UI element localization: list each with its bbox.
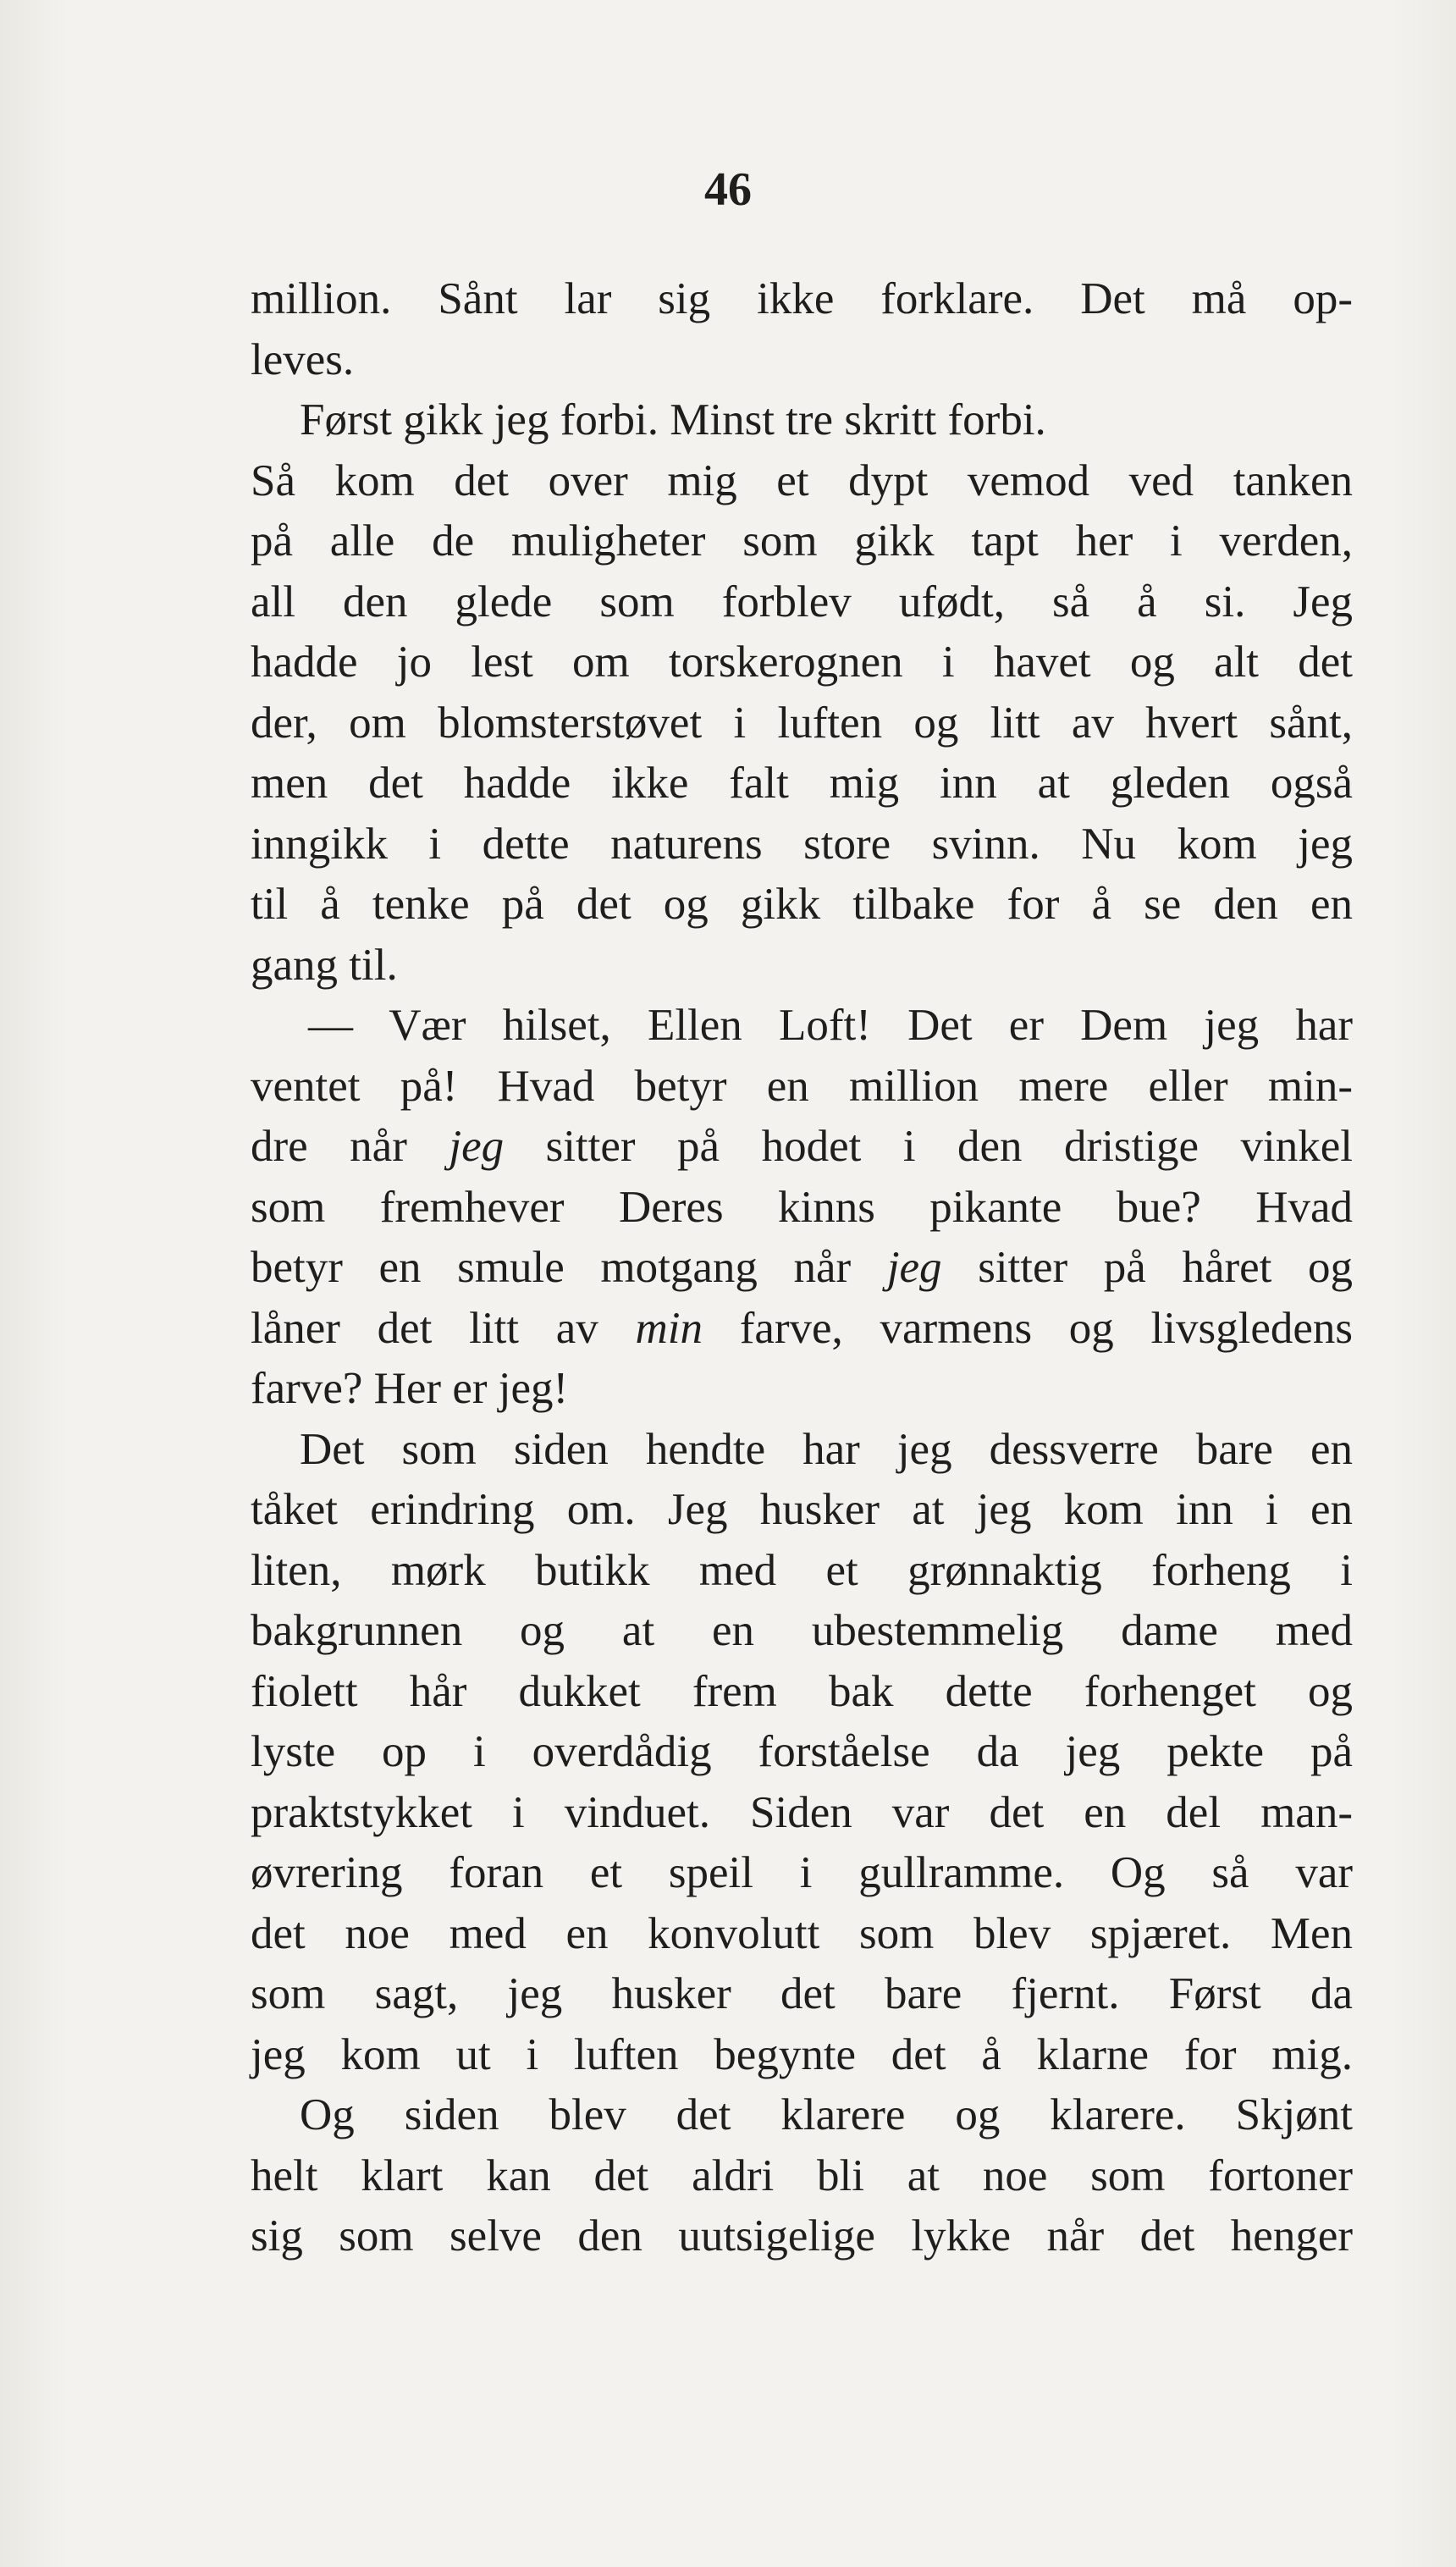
body-text xyxy=(251,269,1353,2267)
text-line: Så kom det over mig et dypt vemod ved tanken xyxy=(251,455,1353,505)
text-line: farve? Her er jeg! xyxy=(251,1364,569,1413)
text-line: tåket erindring om. Jeg husker at jeg kom inn i en xyxy=(251,1485,1353,1534)
text-line: låner det litt av min farve, varmens og livsgledens xyxy=(251,1303,1353,1353)
text-line: gang til. xyxy=(251,940,398,990)
text-line: lyste op i overdådig forståelse da jeg pekte på xyxy=(251,1727,1353,1776)
text-line: dre når jeg sitter på hodet i den dristige vinkel xyxy=(251,1122,1353,1171)
text-line: — Vær hilset, Ellen Loft! Det er Dem jeg har xyxy=(308,1001,1353,1050)
text-line: betyr en smule motgang når jeg sitter på håret og xyxy=(251,1243,1353,1292)
text-line: Det som siden hendte har jeg dessverre bare en xyxy=(300,1424,1353,1474)
text-line: million. Sånt lar sig ikke forklare. Det må op- xyxy=(251,274,1353,323)
text-line: hadde jo lest om torskerognen i havet og alt det xyxy=(251,638,1353,687)
text-line: sig som selve den uutsigelige lykke når det henger xyxy=(251,2211,1353,2261)
text-line: praktstykket i vinduet. Siden var det en del man- xyxy=(251,1787,1353,1837)
text-line: men det hadde ikke falt mig inn at gleden også xyxy=(251,759,1353,808)
text-line: jeg kom ut i luften begynte det å klarne for mig. xyxy=(251,2029,1353,2079)
text-line: inngikk i dette naturens store svinn. Nu kom jeg xyxy=(251,819,1353,869)
text-line: som sagt, jeg husker det bare fjernt. Først da xyxy=(251,1969,1353,2018)
text-line: bakgrunnen og at en ubestemmelig dame med xyxy=(251,1606,1353,1655)
text-line: helt klart kan det aldri bli at noe som fortoner xyxy=(251,2150,1353,2200)
text-line: det noe med en konvolutt som blev spjæret. Men xyxy=(251,1908,1353,1958)
text-line: liten, mørk butikk med et grønnaktig forheng i xyxy=(251,1545,1353,1595)
text-line: på alle de muligheter som gikk tapt her i verden, xyxy=(251,516,1353,566)
text-line: til å tenke på det og gikk tilbake for å se den en xyxy=(251,880,1353,929)
text-line: Og siden blev det klarere og klarere. Skjønt xyxy=(300,2090,1353,2139)
text-line: ventet på! Hvad betyr en million mere eller min- xyxy=(251,1061,1353,1111)
text-line: fiolett hår dukket frem bak dette forhenget og xyxy=(251,1666,1353,1716)
page-number: 46 xyxy=(704,163,752,216)
text-line: der, om blomsterstøvet i luften og litt av hvert sånt, xyxy=(251,698,1353,748)
text-line: som fremhever Deres kinns pikante bue? Hvad xyxy=(251,1182,1353,1232)
text-line: Først gikk jeg forbi. Minst tre skritt forbi. xyxy=(300,395,1046,444)
text-line: all den glede som forblev ufødt, så å si. Jeg xyxy=(251,577,1353,627)
text-line: øvrering foran et speil i gullramme. Og så var xyxy=(251,1848,1353,1897)
text-line: leves. xyxy=(251,334,355,384)
